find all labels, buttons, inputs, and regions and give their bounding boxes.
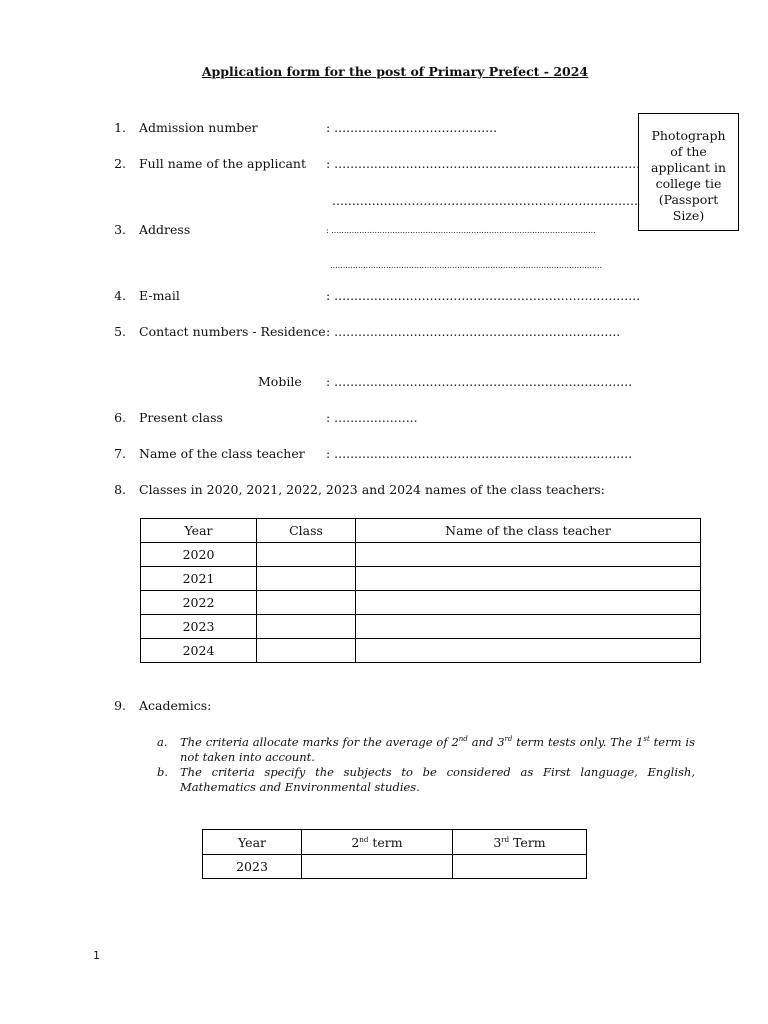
field-mobile-label: Mobile <box>258 374 302 389</box>
photo-line: (Passport <box>658 192 719 207</box>
term3-marks-cell[interactable] <box>453 855 587 879</box>
photo-line: applicant in <box>651 160 726 175</box>
term-number: 2 <box>351 834 360 850</box>
section-label: Academics: <box>139 698 212 713</box>
ordinal-suffix: rd <box>501 835 510 844</box>
field-label: Name of the class teacher <box>139 446 305 461</box>
teacher-cell[interactable] <box>356 567 701 591</box>
criteria-letter: b. <box>157 765 169 779</box>
teacher-cell[interactable] <box>356 591 701 615</box>
column-header-class: Class <box>257 519 356 543</box>
class-teacher-input[interactable]: : ........................................................................... <box>326 446 633 461</box>
field-label: Full name of the applicant <box>139 156 306 171</box>
criteria-b-text: The criteria specify the subjects to be considered as First language, English, Mathematics and Environmental studies. <box>180 765 695 794</box>
criteria-text-part: The criteria allocate marks for the average of 2 <box>180 735 459 749</box>
table-row <box>141 615 701 639</box>
field-label: Address <box>139 222 191 237</box>
table-row <box>141 567 701 591</box>
table-row <box>141 639 701 663</box>
field-number: 7. <box>114 446 126 461</box>
table-row <box>141 543 701 567</box>
full-name-input[interactable]: : ............................................................................. <box>326 156 641 171</box>
field-number: 6. <box>114 410 126 425</box>
ordinal-suffix: nd <box>458 735 468 744</box>
column-header-3rd-term <box>453 830 587 855</box>
year-cell: 2024 <box>141 639 257 663</box>
photo-line: of the <box>670 144 707 159</box>
class-history-table <box>140 518 701 663</box>
year-cell: 2023 <box>203 855 302 879</box>
criteria-text-part: term tests only. The 1 <box>512 735 644 749</box>
teacher-cell[interactable] <box>356 639 701 663</box>
table-row <box>203 855 587 879</box>
photo-line: Photograph <box>651 128 726 143</box>
table-row <box>141 591 701 615</box>
field-number: 3. <box>114 222 126 237</box>
column-header-teacher: Name of the class teacher <box>356 519 701 543</box>
ordinal-suffix: nd <box>359 835 369 844</box>
criteria-letter: a. <box>157 735 168 749</box>
field-label: Contact numbers - Residence <box>139 324 326 339</box>
class-cell[interactable] <box>257 639 356 663</box>
column-header-year: Year <box>141 519 257 543</box>
year-cell: 2022 <box>141 591 257 615</box>
column-header-year: Year <box>203 830 302 855</box>
photo-placeholder-box <box>638 113 739 231</box>
field-label: Present class <box>139 410 223 425</box>
class-cell[interactable] <box>257 543 356 567</box>
email-input[interactable]: : ............................................................................. <box>326 288 641 303</box>
year-cell: 2020 <box>141 543 257 567</box>
address-input-line2[interactable]: ........................................................................................................... <box>330 261 603 270</box>
year-cell: 2021 <box>141 567 257 591</box>
field-number: 5. <box>114 324 126 339</box>
photo-line: college tie <box>655 176 722 191</box>
field-label: Admission number <box>139 120 258 135</box>
photo-line: Size) <box>672 208 705 223</box>
full-name-input-line2[interactable]: ............................................................................. <box>332 193 638 208</box>
section-label: Classes in 2020, 2021, 2022, 2023 and 2024 names of the class teachers: <box>139 482 605 497</box>
field-label: E-mail <box>139 288 180 303</box>
form-title: Application form for the post of Primary Prefect - 2024 <box>201 64 589 79</box>
class-cell[interactable] <box>257 615 356 639</box>
term2-marks-cell[interactable] <box>302 855 453 879</box>
mobile-phone-input[interactable]: : ........................................................................... <box>326 374 633 389</box>
field-number: 9. <box>114 698 126 713</box>
ordinal-suffix: rd <box>504 735 513 744</box>
ordinal-suffix: st <box>643 735 650 744</box>
term-marks-table <box>202 829 587 879</box>
class-cell[interactable] <box>257 567 356 591</box>
teacher-cell[interactable] <box>356 543 701 567</box>
class-cell[interactable] <box>257 591 356 615</box>
term-word: Term <box>509 834 546 850</box>
criteria-text-part: and 3 <box>467 735 505 749</box>
column-header-2nd-term <box>302 830 453 855</box>
residence-phone-input[interactable]: : ........................................................................ <box>326 324 621 339</box>
address-input[interactable]: : ........................................................................................................ <box>326 226 596 235</box>
present-class-input[interactable]: : ..................... <box>326 410 418 425</box>
page-number: 1 <box>93 949 100 962</box>
field-number: 8. <box>114 482 126 497</box>
criteria-text-part: term is not taken into account. <box>180 735 695 764</box>
term-word: term <box>368 834 403 850</box>
term-number: 3 <box>493 834 502 850</box>
field-number: 4. <box>114 288 126 303</box>
admission-number-input[interactable]: : ......................................... <box>326 120 498 135</box>
teacher-cell[interactable] <box>356 615 701 639</box>
field-number: 1. <box>114 120 126 135</box>
field-number: 2. <box>114 156 126 171</box>
year-cell: 2023 <box>141 615 257 639</box>
criteria-a-text <box>180 735 695 765</box>
